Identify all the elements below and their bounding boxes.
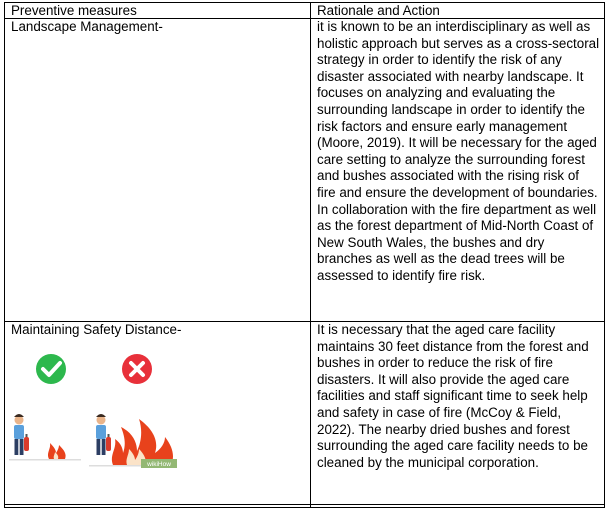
person-icon (14, 414, 24, 455)
safety-distance-image (9, 353, 179, 475)
fire-extinguisher-icon (106, 434, 111, 451)
safety-distance-illustration (9, 353, 306, 475)
table-row (5, 505, 605, 508)
person-icon (96, 414, 106, 455)
table-header-row (5, 3, 605, 19)
table-row (5, 19, 605, 322)
fire-extinguisher-icon (24, 434, 29, 451)
measure-label: Maintaining Safety Distance- (11, 322, 182, 337)
fire-icon (48, 443, 66, 459)
svg-text:wikiHow: wikiHow (147, 460, 171, 468)
watermark-badge (141, 459, 177, 468)
fire-icon (112, 419, 173, 465)
empty-cell (311, 505, 605, 508)
empty-cell (5, 505, 311, 508)
cross-icon (122, 354, 152, 384)
table-row (5, 322, 605, 505)
rationale-cell: It is necessary that the aged care facility maintains 30 feet distance from the forest and bushes in order to reduce the risk of fire disasters. It will also provide the aged care facilities and staff significant time to seek help and safety in case of fire (McCoy & Field, 2022). The nearby dried bushes and forest surrounding the aged care facility needs to be cleaned by the municipal corporation. (311, 322, 605, 505)
measure-cell (5, 19, 311, 322)
check-icon (36, 354, 66, 384)
measure-cell (5, 322, 311, 505)
column-header-rationale: Rationale and Action (311, 3, 605, 19)
column-header-measures: Preventive measures (5, 3, 311, 19)
measure-label: Landscape Management- (11, 19, 163, 34)
preventive-measures-table (4, 2, 605, 508)
rationale-cell: it is known to be an interdisciplinary as well as holistic approach but serves as a cross-sectoral strategy in order to identify the risk of any disaster associated with nearby landscape. It focuses on analyzing and evaluating the surrounding landscape in order to identify the risk factors and ensure early management (Moore, 2019). It will be necessary for the aged care setting to analyze the surrounding forest and bushes associated with the rising risk of fire and ensure the development of boundaries. In collaboration with the fire department as well as the forest department of Mid-North Coast of New South Wales, the bushes and dry branches as well as the dead trees will be assessed to identify fire risk. (311, 19, 605, 322)
